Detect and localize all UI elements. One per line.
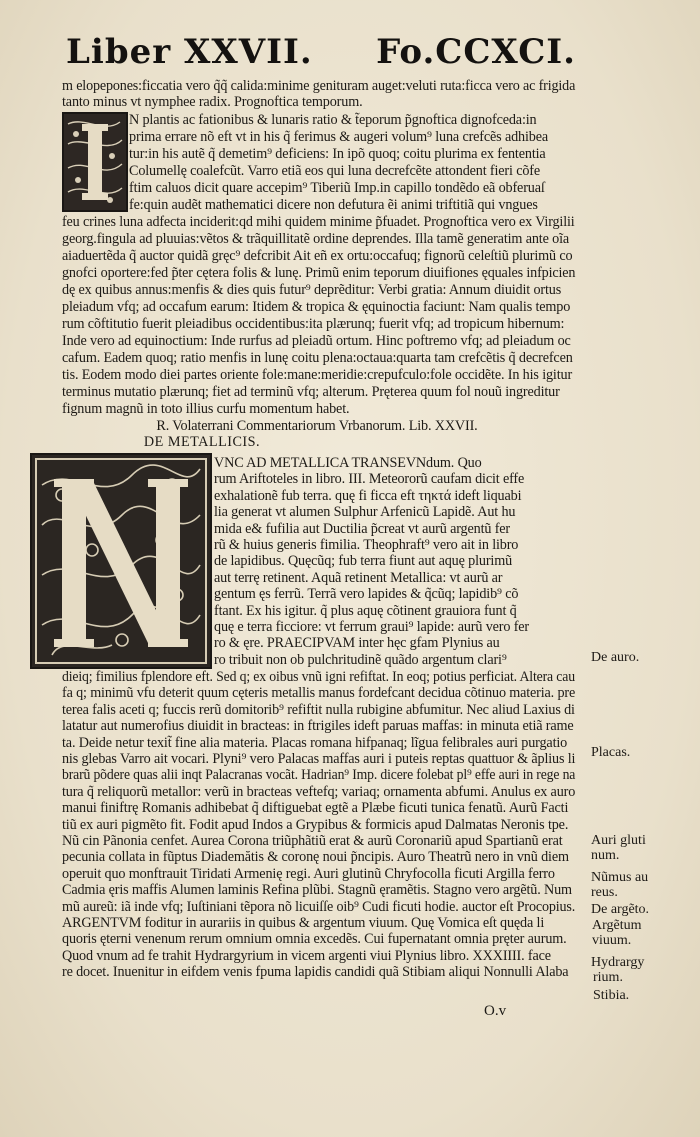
text-line: tis. Eodem modo diei partes oriente fole:mane:meridie:crepufculo:fole occidẽte. In his igitur	[62, 367, 573, 383]
text-line: operuit quo monftrauit Tiridati Armenię regi. Auri glutinũ Chryfocolla ficuti Argilla ferro	[62, 865, 555, 882]
text-line: Cadmia ęris maffis Alumen laminis Refina plũbi. Stagnũ ęramẽtis. Stagno vero argẽtũ. Num	[62, 882, 572, 899]
text-line: m elopepones:ficcatia vero q̃q̃ calida:minime genituram auget:veluti ruta:ficca vero ac frigida	[62, 78, 576, 94]
text-line: lia generat vt alumen Sulphur Arfenicũ Lapidẽ. Aut hu	[214, 504, 516, 521]
text-line: ftim caluos dicit quare accepim⁹ Tiberiũ Imp.in capillo tondẽdo eã obferuaſ	[129, 180, 545, 196]
text-line: quoris ęterni venenum rerum omnium omnia excedẽs. Cui fupernatant omnia pręter aurum.	[62, 931, 567, 948]
text-line: cafum. Eadem quoq; ratio menfis in lunę coitu plena:octaua:quarta tam crefcẽtis q̃ decrefcen	[62, 350, 573, 366]
text-line: ARGENTVM foditur in aurariis in quibus & argentum viuum. Quę Vomica eſt quęda li	[62, 915, 545, 931]
text-line: N plantis ac fationibus & lunaris ratio & t̃eporum p̃gnoftica dignofceda:in	[129, 112, 537, 128]
text-line: ftant. Ex his igitur. q̃ plus aquę cõtinent grauiora funt q̃	[214, 602, 517, 619]
text-line: terea falis aceti q; fuccis rerũ domitorib⁹ refiftit nulla rubigine abfumitur. Nec aliud Laxius di	[62, 701, 575, 718]
signature-mark: O.v	[484, 1003, 507, 1019]
text-line: fe:quin audẽt mathematici dicere non defutura ẽi animi triftitiã qui vngues	[129, 197, 538, 213]
text-line: Columellę coalefcũt. Varro etiã eos qui luna decrefcẽte attondent fieri cõfe	[129, 163, 541, 179]
text-line: Nũ cin Pãnonia cenfet. Aurea Corona triũphãtiũ erat & aurũ Coronariũ apud Spartianũ erat	[62, 833, 563, 849]
text-line: tura q̃ reliquorũ metallor: verũ in bracteas veftefq; variaq; ornamenta abfumi. Anulus ex auro	[62, 783, 576, 800]
text-line: exhalationẽ fub terra. quę fi ficca eft τηκτά ideft liquabi	[214, 487, 522, 504]
text-line: mida e& fufilia aut Ductilia p̃creat vt aurũ argentũ fer	[214, 520, 510, 537]
text-line: rum cõftitutio fuerit pleiadibus occidentibus:ita plærunq; fuerit vfq; ad tropicum hibernum:	[62, 316, 565, 332]
text-line: ro tribuit non ob pulchritudinẽ quãdo argentum clari⁹	[214, 651, 507, 668]
text-line: aut terrę retinent. Aquã retinent Metallica: vt aurũ ar	[214, 569, 503, 586]
text-line: nis glebas Varro ait vocari. Plyni⁹ vero Palacas maffas auri i puteis reptas quattuor & ãplius li	[62, 751, 576, 767]
ornament-icon	[64, 114, 126, 210]
text-line: brarũ põdere quas alii inqt Palacranas vocãt. Hadrian⁹ Imp. dicere folebat pl⁹ effe auri in rege na	[62, 767, 576, 784]
margin-note: Nũmus au	[591, 870, 649, 885]
folio-number: Fo.CCXCI.	[376, 32, 576, 72]
text-line: gnofci oportere:fed p̃ter cętera folis & lunę. Primũ enim teporum diuifiones ęquales infpicien	[62, 265, 576, 281]
margin-note: rium.	[593, 970, 623, 985]
page-header	[66, 32, 576, 76]
text-line: rum Ariftoteles in libro. III. Meteororũ caufam dicit effe	[214, 471, 525, 488]
text-line: tiũ ex auri pigmẽto fit. Fodit apud Indos a Grypibus & formicis apud Dalmatas Neronis tpe.	[62, 816, 569, 833]
text-line: quę e terra ficciore: vt ferrum graui⁹ lapide: aurũ vero fer	[214, 619, 529, 635]
text-line: de lapidibus. Quęcũq; fub terra fiunt aut aquę plurimũ	[214, 553, 513, 570]
text-line: prima errare nõ eft vt in his q̃ ferimus & augeri volum⁹ luna crefcẽs adhibea	[129, 129, 549, 145]
text-line: ta. Deide netur texit̃ fine alia materia. Placas romana hifpanaq; lĩgua felibrales auri purgatio	[62, 734, 568, 751]
text-line: Inde vero ad equinoctium: Inde rurfus ad pleiadũ ortum. Hinc poftremo vfq; ad pleiadum oc	[62, 333, 571, 349]
text-line: fignum magnũ in toto illius curfu momentum habet.	[62, 401, 350, 417]
margin-note: Stibia.	[593, 988, 630, 1003]
text-line: gentum ęs ferrũ. Terrã vero lapides & q̃cũq; lapidib⁹ cõ	[214, 586, 519, 603]
margin-note: viuum.	[592, 933, 632, 948]
margin-note: reus.	[591, 885, 618, 900]
text-line: feu crines luna adfecta inciderit:qd mihi quidem minime p̃fuadet. Prognoftica vero ex Virgilii	[62, 214, 575, 230]
text-line: pleiadum vfq; ad occafum earum: Itidem & tropica & ęquinoctia faciunt: Nam qualis tempo	[62, 299, 571, 315]
text-line: tur:in his autẽ q̃ demetim⁹ deficiens: In ipõ quoq; coitu plurima ex fententia	[129, 146, 546, 162]
text-line: tanto minus vt nymphee radix. Prognoftica temporum.	[62, 94, 363, 110]
margin-note: num.	[591, 848, 620, 863]
book-heading: R. Volaterrani Commentariorum Vrbanorum. Lib. XXVII.	[156, 418, 478, 434]
text-line: dieiq; fimilius fplendore eft. Sed q; ex oibus vnũ igni refiftat. In eoq; potius perficiat. Altera cau	[62, 669, 575, 685]
margin-note: Argẽtum	[592, 918, 642, 933]
text-line: pecunia collata in fũptus Diademătis & coronę noui p̃ncipis. Auro Theatrũ nero in vnũ diem	[62, 849, 569, 866]
margin-note: Hydrargy	[591, 955, 645, 970]
text-line: manui finiftrę Romanis adhibebat q̃ diftiguebat egtẽ a Plæbe ficuti tunica fenatũ. Aurũ Facti	[62, 800, 569, 817]
decorated-initial-n	[30, 453, 212, 669]
text-line: dę ex quibus annus:menfis & dies quis futur⁹ deprẽditur: Verbi gratia: Annum diuidit ortus	[62, 282, 562, 298]
margin-note: De argẽto.	[591, 902, 650, 917]
text-line: latatur aut numerofius diuidit in bracteas: in ftrigiles ideft paruas maffas: in minuta etiã rame	[62, 718, 574, 735]
margin-note: De auro.	[591, 650, 640, 665]
text-line: ro & ęre. PRAECIPVAM inter hęc gfam Plynius au	[214, 635, 500, 652]
text-line: fa q; minimũ vfu deterit quum cęteris metallis manus fordefcant decidua cõtinuo materia. pre	[62, 685, 576, 702]
margin-note: Auri gluti	[591, 833, 646, 848]
text-line: terminus mutatio plærunq; fiet ad terminũ vfq; alterum. Pręterea quum fol nouũ ingreditur	[62, 384, 560, 400]
text-line: aiaduertẽda q̃ auctor quidã gręc⁹ defcribit Ait eñ ex ortu:occafuq; fignorũ celeſtiũ plurimũ co	[62, 248, 573, 264]
text-line: georg.fingula ad pluuias:vẽtos & trãquillitatẽ ordine deprendes. Illa tamẽ generatim ante oĩa	[62, 231, 570, 247]
margin-note: Placas.	[591, 745, 631, 760]
text-line: re docet. Inuenitur in eifdem venis fpuma lapidis candidi quã Stibiam aliqui Nonnulli Alaba	[62, 964, 569, 981]
text-line: rũ & huius generis fimilia. Theophraft⁹ vero ait in libro	[214, 537, 519, 553]
decorated-initial-i	[62, 112, 128, 212]
running-head: Liber XXVII.	[66, 32, 313, 72]
chapter-title: DE METALLICIS.	[143, 434, 261, 450]
text-line: mũ aureũ: iã inde vfq; Iuſtiniani tẽpora nõ licuiſſe oib⁹ Cudi ficuti hodie. auctor eſt Procopius.	[62, 898, 576, 915]
text-line: Quod vnum ad fe trahit Hydrargyrium in vicem argenti viui Plynius libro. XXXIIII. face	[62, 947, 551, 964]
ornament-icon	[32, 455, 210, 667]
text-line: VNC AD METALLICA TRANSEVNdum. Quo	[214, 455, 482, 471]
